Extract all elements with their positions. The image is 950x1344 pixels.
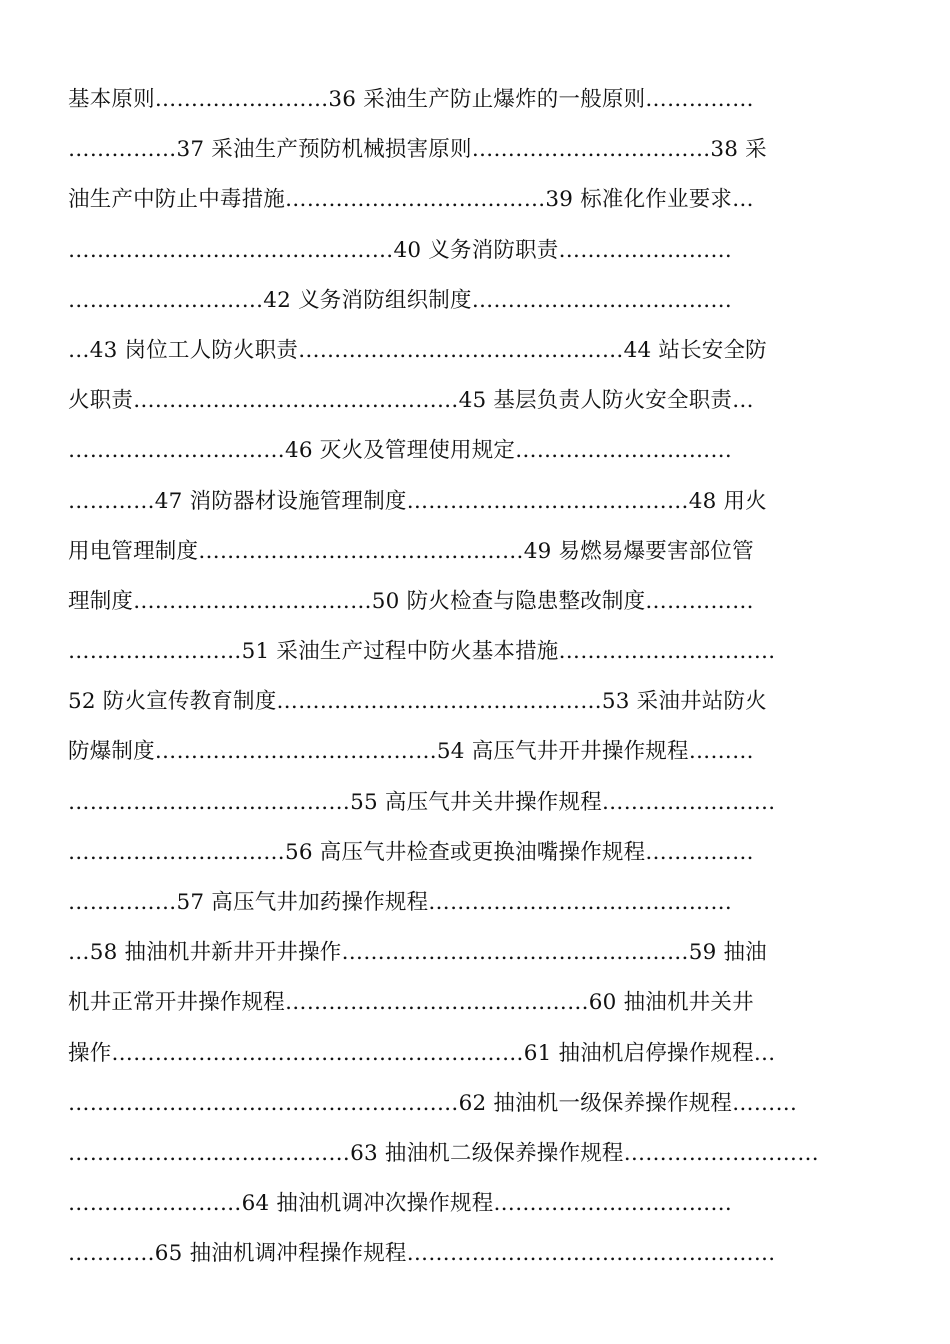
toc-line: ………………………42 义务消防组织制度……………………………… bbox=[68, 287, 733, 313]
toc-line: …………………………46 灭火及管理使用规定………………………… bbox=[68, 438, 733, 464]
toc-line: …………………………………63 抽油机二级保养操作规程……………………… bbox=[68, 1140, 819, 1166]
toc-line: 52 防火宣传教育制度………………………………………53 采油井站防火 bbox=[68, 689, 767, 715]
toc-line: …43 岗位工人防火职责………………………………………44 站长安全防 bbox=[68, 337, 767, 363]
toc-line: ………………………………………40 义务消防职责…………………… bbox=[68, 237, 733, 263]
toc-line: ………………………………………………62 抽油机一级保养操作规程……… bbox=[68, 1090, 798, 1116]
table-of-contents bbox=[68, 80, 868, 1285]
toc-line: ……………57 高压气井加药操作规程…………………………………… bbox=[68, 890, 733, 915]
toc-line: 基本原则……………………36 采油生产防止爆炸的一般原则…………… bbox=[68, 87, 754, 112]
toc-line: 防爆制度…………………………………54 高压气井开井操作规程……… bbox=[68, 739, 754, 765]
toc-line: …………………………………55 高压气井关井操作规程…………………… bbox=[68, 789, 776, 815]
toc-line: 油生产中防止中毒措施………………………………39 标准化作业要求… bbox=[68, 187, 754, 213]
toc-line: 机井正常开井操作规程……………………………………60 抽油机井关井 bbox=[68, 990, 754, 1016]
toc-line: 理制度……………………………50 防火检查与隐患整改制度…………… bbox=[68, 588, 754, 614]
toc-line: 操作…………………………………………………61 抽油机启停操作规程… bbox=[68, 1040, 776, 1066]
toc-line: ……………………51 采油生产过程中防火基本措施………………………… bbox=[68, 639, 776, 665]
toc-line: …………………………56 高压气井检查或更换油嘴操作规程…………… bbox=[68, 839, 754, 865]
toc-line: 火职责………………………………………45 基层负责人防火安全职责… bbox=[68, 388, 754, 414]
toc-line: …………47 消防器材设施管理制度…………………………………48 用火 bbox=[68, 488, 767, 514]
toc-line: ……………37 采油生产预防机械损害原则……………………………38 采 bbox=[68, 137, 767, 163]
toc-line: ……………………64 抽油机调冲次操作规程…………………………… bbox=[68, 1191, 733, 1217]
toc-line: …58 抽油机井新井开井操作…………………………………………59 抽油 bbox=[68, 940, 767, 966]
toc-line: 用电管理制度………………………………………49 易燃易爆要害部位管 bbox=[68, 538, 754, 564]
toc-line: …………65 抽油机调冲程操作规程…………………………………………… bbox=[68, 1241, 776, 1267]
